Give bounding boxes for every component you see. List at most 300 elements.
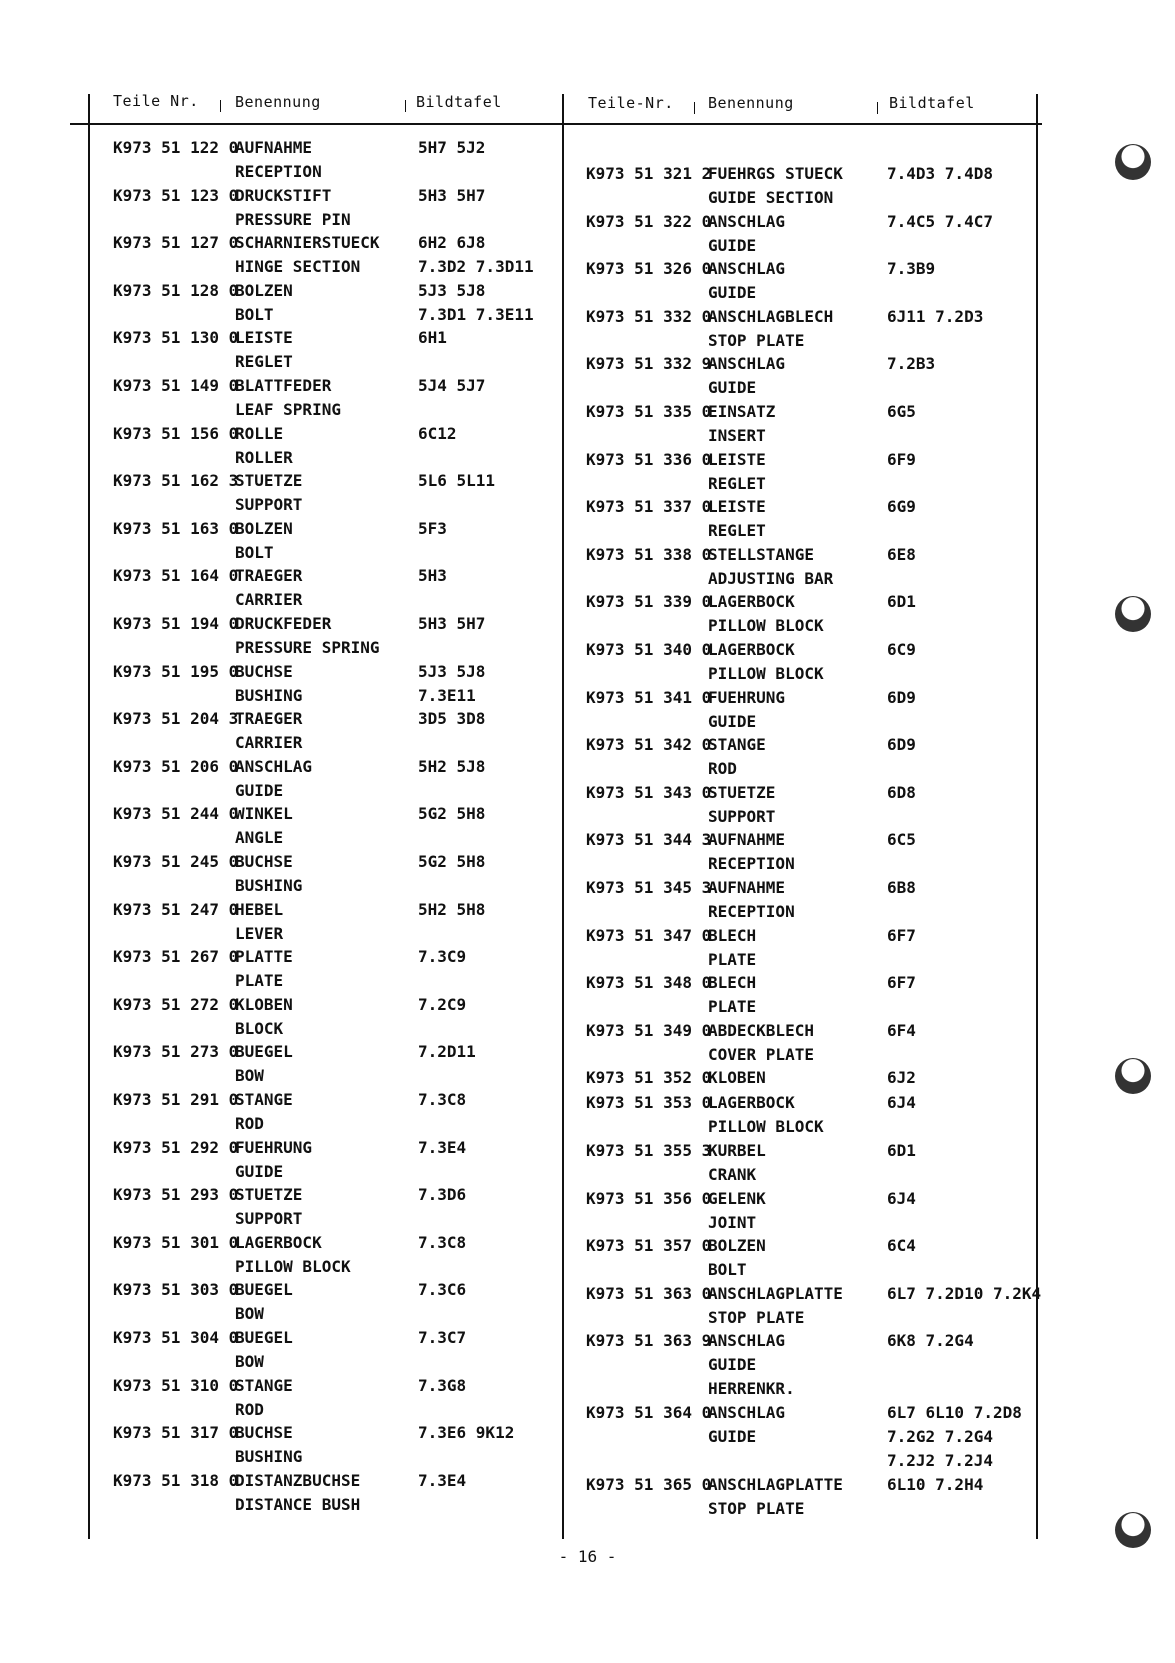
plate-reference-line: 6J4 bbox=[887, 1093, 916, 1113]
part-number: K973 51 352 0 bbox=[586, 1068, 712, 1088]
part-name-german: FUEHRGS STUECK bbox=[708, 164, 843, 183]
plate-reference-line: 6D8 bbox=[887, 782, 916, 802]
plate-reference-line: 6D1 bbox=[887, 1141, 916, 1160]
plate-reference bbox=[418, 566, 447, 590]
plate-reference bbox=[887, 1093, 916, 1117]
part-number: K973 51 322 0 bbox=[586, 211, 712, 231]
plate-reference bbox=[887, 973, 916, 997]
part-name-english: PLATE bbox=[708, 997, 757, 1017]
part-name-german: STANGE bbox=[708, 735, 766, 755]
plate-reference bbox=[418, 662, 485, 710]
part-number: K973 51 347 0 bbox=[586, 925, 712, 945]
plate-reference bbox=[418, 757, 485, 781]
plate-reference bbox=[418, 328, 447, 352]
header-tick bbox=[694, 102, 695, 114]
part-name-german: KLOBEN bbox=[708, 1068, 766, 1088]
part-name-english: CARRIER bbox=[235, 590, 303, 610]
part-name-english: REGLET bbox=[235, 352, 293, 372]
part-number: K973 51 338 0 bbox=[586, 544, 712, 564]
plate-reference-line: 5L6 5L11 bbox=[418, 471, 496, 491]
part-name-english: BUSHING bbox=[235, 685, 303, 705]
part-name-german: DISTANZBUCHSE bbox=[235, 1470, 361, 1490]
part-name-german: ANSCHLAG bbox=[708, 211, 786, 231]
part-number: K973 51 130 0 bbox=[113, 328, 239, 348]
part-name-english: PLATE bbox=[235, 971, 284, 991]
left-frame-line bbox=[88, 94, 90, 1539]
plate-reference bbox=[887, 830, 916, 854]
part-name-english: BUSHING bbox=[235, 876, 303, 895]
part-name-english: REGLET bbox=[708, 521, 766, 541]
part-number: K973 51 304 0 bbox=[113, 1328, 239, 1347]
plate-reference bbox=[418, 138, 485, 162]
plate-reference-line: 3D5 3D8 bbox=[418, 709, 486, 729]
plate-reference bbox=[887, 1475, 983, 1499]
part-name-german: ROLLE bbox=[235, 423, 284, 443]
plate-reference bbox=[887, 1403, 1022, 1475]
part-number: K973 51 291 0 bbox=[113, 1090, 239, 1109]
part-name-english: BOLT bbox=[708, 1260, 747, 1280]
part-name-german: BUEGEL bbox=[235, 1042, 293, 1062]
plate-reference bbox=[418, 1090, 466, 1114]
part-number: K973 51 303 0 bbox=[113, 1280, 239, 1300]
page-number: - 16 - bbox=[558, 1547, 617, 1566]
part-number: K973 51 355 3 bbox=[586, 1141, 712, 1160]
part-name-english: DISTANCE BUSH bbox=[235, 1494, 361, 1514]
plate-reference bbox=[418, 1376, 466, 1400]
plate-reference bbox=[418, 1328, 466, 1352]
plate-reference-line: 6H2 6J8 bbox=[418, 233, 486, 253]
plate-reference bbox=[887, 1284, 1041, 1308]
header-tick bbox=[877, 102, 878, 114]
part-number: K973 51 162 3 bbox=[113, 471, 239, 491]
part-number: K973 51 149 0 bbox=[113, 376, 239, 395]
part-name-german: BOLZEN bbox=[708, 1236, 766, 1256]
part-number: K973 51 337 0 bbox=[586, 497, 712, 517]
plate-reference-line: 5H2 5H8 bbox=[418, 899, 486, 919]
part-name-english: INSERT bbox=[708, 426, 766, 445]
part-name-english: STOP PLATE bbox=[708, 1498, 805, 1518]
plate-reference-line: 5J3 5J8 bbox=[418, 661, 486, 681]
plate-reference bbox=[887, 450, 916, 474]
plate-reference bbox=[887, 1236, 916, 1260]
part-name-english: STOP PLATE bbox=[708, 1307, 805, 1327]
part-name-german: FUEHRUNG bbox=[708, 687, 786, 707]
plate-reference-line: 7.3D1 7.3E11 bbox=[418, 304, 534, 324]
part-number: K973 51 318 0 bbox=[113, 1470, 239, 1490]
part-name-english: RECEPTION bbox=[708, 902, 795, 921]
part-name-german: KURBEL bbox=[708, 1141, 766, 1160]
part-name-german: WINKEL bbox=[235, 804, 293, 824]
plate-reference bbox=[418, 804, 485, 828]
part-name-english: RECEPTION bbox=[235, 162, 322, 181]
part-name-german: AUFNAHME bbox=[708, 878, 786, 897]
plate-reference bbox=[887, 783, 916, 807]
part-name-english: PLATE bbox=[708, 949, 757, 969]
plate-reference-line: 6J11 7.2D3 bbox=[887, 306, 984, 326]
part-number: K973 51 345 3 bbox=[586, 878, 712, 897]
plate-reference bbox=[887, 1331, 974, 1355]
part-number: K973 51 340 0 bbox=[586, 640, 712, 659]
plate-reference bbox=[418, 1423, 514, 1447]
part-number: K973 51 122 0 bbox=[113, 138, 239, 157]
plate-reference-line: 7.3C8 bbox=[418, 1232, 467, 1252]
part-name-german: STELLSTANGE bbox=[708, 544, 814, 564]
plate-reference-line: 6L10 7.2H4 bbox=[887, 1474, 984, 1494]
plate-reference bbox=[887, 1141, 916, 1165]
plate-reference-line: 6F7 bbox=[887, 973, 916, 993]
plate-reference-line: 5H3 bbox=[418, 566, 447, 586]
part-name-english: ANGLE bbox=[235, 828, 284, 848]
plate-reference bbox=[418, 900, 485, 924]
part-name-english: LEVER bbox=[235, 923, 284, 943]
part-number: K973 51 317 0 bbox=[113, 1423, 239, 1443]
part-name-german: PLATTE bbox=[235, 947, 293, 967]
part-number: K973 51 321 2 bbox=[586, 164, 712, 183]
part-number: K973 51 194 0 bbox=[113, 614, 239, 633]
punch-hole-icon bbox=[1115, 1512, 1151, 1548]
plate-reference-line: 6K8 7.2G4 bbox=[887, 1331, 974, 1351]
plate-reference bbox=[887, 926, 916, 950]
plate-reference-line: 7.3C8 bbox=[418, 1090, 467, 1109]
plate-reference bbox=[887, 212, 993, 236]
plate-reference-line: 6J4 bbox=[887, 1188, 916, 1208]
part-number: K973 51 353 0 bbox=[586, 1093, 712, 1113]
part-name-german: STANGE bbox=[235, 1090, 293, 1109]
plate-reference-line: 7.3E4 bbox=[418, 1137, 467, 1157]
part-name-english: BOW bbox=[235, 1066, 264, 1086]
part-name-german: ANSCHLAG bbox=[708, 1403, 786, 1422]
plate-reference-line: 7.2C9 bbox=[418, 994, 467, 1014]
plate-reference-line: 7.2J2 7.2J4 bbox=[887, 1451, 993, 1470]
plate-reference bbox=[887, 259, 935, 283]
plate-reference bbox=[887, 1189, 916, 1213]
plate-reference-line: 6E8 bbox=[887, 544, 916, 564]
part-name-german: ANSCHLAG bbox=[708, 259, 786, 279]
part-name-german: STUETZE bbox=[708, 782, 776, 802]
part-name-english: GUIDE bbox=[235, 1161, 284, 1181]
part-number: K973 51 164 0 bbox=[113, 566, 239, 586]
part-name-english: GUIDE bbox=[708, 1355, 757, 1375]
part-name-english: GUIDE bbox=[708, 283, 757, 303]
plate-reference bbox=[418, 281, 534, 329]
plate-reference bbox=[887, 497, 916, 521]
plate-reference-line: 7.3D2 7.3D11 bbox=[418, 257, 534, 277]
part-name-german: ANSCHLAGBLECH bbox=[708, 306, 834, 326]
plate-reference bbox=[418, 1042, 476, 1066]
part-name-german: TRAEGER bbox=[235, 566, 303, 586]
part-name-german: EINSATZ bbox=[708, 402, 776, 421]
plate-reference-line: 7.2B3 bbox=[887, 354, 936, 374]
part-name-english: CARRIER bbox=[235, 733, 303, 753]
plate-reference-line: 6B8 bbox=[887, 878, 916, 897]
part-name-english: ROD bbox=[235, 1114, 264, 1133]
part-name-english: GUIDE bbox=[708, 235, 757, 255]
part-number: K973 51 267 0 bbox=[113, 947, 239, 967]
plate-reference-line: 6L7 6L10 7.2D8 bbox=[887, 1403, 1022, 1422]
plate-reference bbox=[418, 947, 466, 971]
plate-reference-line: 5J4 5J7 bbox=[418, 376, 486, 395]
part-number: K973 51 204 3 bbox=[113, 709, 239, 729]
header-tick bbox=[220, 100, 221, 112]
plate-reference-line: 6D1 bbox=[887, 592, 916, 612]
part-name-german: STUETZE bbox=[235, 471, 303, 491]
part-name-english: BLOCK bbox=[235, 1018, 284, 1038]
header-right-part-no: Teile-Nr. bbox=[588, 94, 674, 112]
part-number: K973 51 363 9 bbox=[586, 1331, 712, 1351]
part-name-german: LAGERBOCK bbox=[235, 1232, 322, 1252]
plate-reference-line: 5H2 5J8 bbox=[418, 756, 486, 776]
plate-reference bbox=[418, 852, 485, 876]
part-number: K973 51 343 0 bbox=[586, 782, 712, 802]
part-name-german: ANSCHLAGPLATTE bbox=[708, 1283, 843, 1303]
plate-reference-line: 7.3E4 bbox=[418, 1470, 467, 1490]
part-number: K973 51 123 0 bbox=[113, 185, 239, 205]
part-name-english: ADJUSTING BAR bbox=[708, 568, 834, 588]
punch-hole-icon bbox=[1115, 596, 1151, 632]
plate-reference-line: 6F7 bbox=[887, 925, 916, 945]
plate-reference bbox=[418, 1138, 466, 1162]
plate-reference-line: 6F4 bbox=[887, 1020, 916, 1040]
punch-hole-icon bbox=[1115, 144, 1151, 180]
plate-reference bbox=[418, 709, 485, 733]
part-name-english: GUIDE bbox=[708, 711, 757, 731]
plate-reference-line: 6C5 bbox=[887, 830, 916, 850]
plate-reference-line: 7.4C5 7.4C7 bbox=[887, 211, 993, 231]
plate-reference bbox=[887, 592, 916, 616]
part-name-german: LAGERBOCK bbox=[708, 1093, 795, 1113]
part-name-german: BLECH bbox=[708, 925, 757, 945]
plate-reference-line: 6L7 7.2D10 7.2K4 bbox=[887, 1283, 1042, 1303]
plate-reference bbox=[418, 376, 485, 400]
right-frame-line bbox=[1036, 94, 1038, 1539]
plate-reference bbox=[887, 735, 916, 759]
header-rule bbox=[70, 123, 1042, 125]
part-name-english: CRANK bbox=[708, 1165, 757, 1184]
part-name-german: BLECH bbox=[708, 973, 757, 993]
plate-reference-line: 7.4D3 7.4D8 bbox=[887, 164, 993, 183]
part-number: K973 51 127 0 bbox=[113, 233, 239, 253]
part-number: K973 51 244 0 bbox=[113, 804, 239, 824]
plate-reference-line: 5H3 5H7 bbox=[418, 185, 486, 205]
part-name-english: GUIDE bbox=[235, 780, 284, 800]
part-name-german: BUEGEL bbox=[235, 1280, 293, 1300]
plate-reference-line: 6D9 bbox=[887, 687, 916, 707]
part-name-german: DRUCKFEDER bbox=[235, 614, 332, 633]
plate-reference bbox=[887, 688, 916, 712]
plate-reference-line: 7.3C6 bbox=[418, 1280, 467, 1300]
plate-reference-line: 6C9 bbox=[887, 640, 916, 659]
part-number: K973 51 195 0 bbox=[113, 661, 239, 681]
part-name-english: ROD bbox=[235, 1399, 264, 1419]
part-name-english: BUSHING bbox=[235, 1447, 303, 1467]
header-left-plate: Bildtafel bbox=[416, 93, 502, 111]
part-number: K973 51 344 3 bbox=[586, 830, 712, 850]
part-name-german: HEBEL bbox=[235, 899, 284, 919]
part-name-english: SUPPORT bbox=[235, 495, 303, 515]
part-number: K973 51 310 0 bbox=[113, 1375, 239, 1395]
plate-reference bbox=[418, 471, 495, 495]
part-number: K973 51 332 9 bbox=[586, 354, 712, 374]
plate-reference bbox=[887, 545, 916, 569]
plate-reference-line: 7.3D6 bbox=[418, 1185, 467, 1205]
plate-reference bbox=[418, 424, 457, 448]
plate-reference bbox=[887, 354, 935, 378]
part-number: K973 51 357 0 bbox=[586, 1236, 712, 1256]
plate-reference-line: 7.3C9 bbox=[418, 947, 467, 967]
part-name-german: AUFNAHME bbox=[708, 830, 786, 850]
part-number: K973 51 326 0 bbox=[586, 259, 712, 279]
part-number: K973 51 128 0 bbox=[113, 280, 239, 300]
header-left-part-no: Teile Nr. bbox=[113, 92, 199, 110]
part-name-german: ANSCHLAGPLATTE bbox=[708, 1474, 843, 1494]
part-name-english: GUIDE bbox=[708, 378, 757, 398]
part-name-english: SUPPORT bbox=[235, 1209, 303, 1229]
part-number: K973 51 336 0 bbox=[586, 449, 712, 469]
plate-reference-line: 7.3E6 9K12 bbox=[418, 1423, 515, 1443]
part-number: K973 51 348 0 bbox=[586, 973, 712, 993]
part-name-german: TRAEGER bbox=[235, 709, 303, 729]
part-name-note: HERRENKR. bbox=[708, 1379, 795, 1399]
part-number: K973 51 156 0 bbox=[113, 423, 239, 443]
part-name-german: AUFNAHME bbox=[235, 138, 313, 157]
part-name-german: FUEHRUNG bbox=[235, 1137, 313, 1157]
plate-reference-line: 6H1 bbox=[418, 328, 447, 348]
part-name-german: LEISTE bbox=[708, 497, 766, 517]
center-frame-line bbox=[562, 94, 564, 1539]
plate-reference bbox=[887, 402, 916, 426]
plate-reference bbox=[887, 307, 983, 331]
plate-reference bbox=[887, 1021, 916, 1045]
plate-reference bbox=[887, 164, 993, 188]
part-number: K973 51 292 0 bbox=[113, 1137, 239, 1157]
part-number: K973 51 332 0 bbox=[586, 306, 712, 326]
plate-reference bbox=[418, 519, 447, 543]
part-number: K973 51 335 0 bbox=[586, 402, 712, 421]
part-number: K973 51 272 0 bbox=[113, 994, 239, 1014]
header-right-plate: Bildtafel bbox=[889, 94, 975, 112]
part-number: K973 51 364 0 bbox=[586, 1403, 712, 1422]
part-name-german: BLATTFEDER bbox=[235, 376, 332, 395]
part-name-english: LEAF SPRING bbox=[235, 400, 341, 419]
part-number: K973 51 342 0 bbox=[586, 735, 712, 755]
part-name-german: LAGERBOCK bbox=[708, 640, 795, 659]
part-name-german: STUETZE bbox=[235, 1185, 303, 1205]
part-name-english: BOLT bbox=[235, 304, 274, 324]
part-number: K973 51 247 0 bbox=[113, 899, 239, 919]
part-name-english: RECEPTION bbox=[708, 854, 795, 874]
plate-reference-line: 7.2D11 bbox=[418, 1042, 476, 1062]
plate-reference-line: 5H7 5J2 bbox=[418, 138, 486, 157]
part-name-english: PRESSURE SPRING bbox=[235, 638, 380, 657]
part-name-german: BOLZEN bbox=[235, 518, 293, 538]
plate-reference bbox=[418, 614, 485, 638]
part-name-english: BOW bbox=[235, 1304, 264, 1324]
plate-reference-line: 7.3B9 bbox=[887, 259, 936, 279]
part-name-german: LEISTE bbox=[708, 449, 766, 469]
plate-reference-line: 7.3C7 bbox=[418, 1328, 467, 1347]
part-name-german: BUCHSE bbox=[235, 852, 293, 871]
part-number: K973 51 356 0 bbox=[586, 1188, 712, 1208]
part-name-english: REGLET bbox=[708, 473, 766, 493]
part-number: K973 51 273 0 bbox=[113, 1042, 239, 1062]
part-name-english: GUIDE SECTION bbox=[708, 188, 834, 207]
part-name-english: COVER PLATE bbox=[708, 1044, 814, 1064]
part-name-english: STOP PLATE bbox=[708, 330, 805, 350]
part-name-german: KLOBEN bbox=[235, 994, 293, 1014]
plate-reference-line: 6G9 bbox=[887, 497, 916, 517]
plate-reference bbox=[887, 640, 916, 664]
plate-reference-line: 7.2G2 7.2G4 bbox=[887, 1427, 993, 1446]
plate-reference bbox=[418, 995, 466, 1019]
part-name-german: ABDECKBLECH bbox=[708, 1020, 814, 1040]
part-name-english: BOLT bbox=[235, 542, 274, 562]
plate-reference-line: 6J2 bbox=[887, 1068, 916, 1088]
plate-reference-line: 5H3 5H7 bbox=[418, 614, 486, 633]
plate-reference-line: 5F3 bbox=[418, 518, 447, 538]
punch-hole-icon bbox=[1115, 1058, 1151, 1094]
part-number: K973 51 301 0 bbox=[113, 1232, 239, 1252]
plate-reference-line: 6C12 bbox=[418, 423, 457, 443]
part-number: K973 51 245 0 bbox=[113, 852, 239, 871]
part-name-german: BUEGEL bbox=[235, 1328, 293, 1347]
part-number: K973 51 163 0 bbox=[113, 518, 239, 538]
plate-reference-line: 6G5 bbox=[887, 402, 916, 421]
part-name-english: JOINT bbox=[708, 1212, 757, 1232]
part-number: K973 51 349 0 bbox=[586, 1020, 712, 1040]
part-name-english: ROLLER bbox=[235, 447, 293, 467]
plate-reference-line: 5G2 5H8 bbox=[418, 852, 486, 871]
plate-reference bbox=[418, 1280, 466, 1304]
part-name-german: DRUCKSTIFT bbox=[235, 185, 332, 205]
plate-reference bbox=[418, 1471, 466, 1495]
part-name-english: PILLOW BLOCK bbox=[708, 1117, 824, 1137]
part-number: K973 51 365 0 bbox=[586, 1474, 712, 1494]
plate-reference-line: 6F9 bbox=[887, 449, 916, 469]
part-name-english: PILLOW BLOCK bbox=[708, 616, 824, 636]
part-name-german: LAGERBOCK bbox=[708, 592, 795, 612]
plate-reference-line: 7.3G8 bbox=[418, 1375, 467, 1395]
part-name-english: BOW bbox=[235, 1352, 264, 1371]
part-name-german: GELENK bbox=[708, 1188, 766, 1208]
part-name-german: STANGE bbox=[235, 1375, 293, 1395]
part-number: K973 51 339 0 bbox=[586, 592, 712, 612]
plate-reference bbox=[887, 1068, 916, 1092]
part-name-english: ROD bbox=[708, 759, 737, 779]
plate-reference bbox=[418, 186, 485, 210]
part-name-english: SUPPORT bbox=[708, 806, 776, 826]
header-left-name: Benennung bbox=[235, 93, 321, 111]
part-name-german: ANSCHLAG bbox=[708, 354, 786, 374]
plate-reference bbox=[418, 1233, 466, 1257]
part-name-english: HINGE SECTION bbox=[235, 257, 361, 277]
plate-reference-line: 6D9 bbox=[887, 735, 916, 755]
part-name-english: GUIDE bbox=[708, 1427, 757, 1446]
part-number: K973 51 363 0 bbox=[586, 1283, 712, 1303]
part-name-german: BUCHSE bbox=[235, 1423, 293, 1443]
part-name-german: BUCHSE bbox=[235, 661, 293, 681]
part-number: K973 51 341 0 bbox=[586, 687, 712, 707]
header-tick bbox=[405, 100, 406, 112]
plate-reference-line: 6C4 bbox=[887, 1236, 916, 1256]
header-right-name: Benennung bbox=[708, 94, 794, 112]
part-name-german: ANSCHLAG bbox=[235, 756, 313, 776]
part-name-english: PILLOW BLOCK bbox=[235, 1256, 351, 1276]
plate-reference-line: 5G2 5H8 bbox=[418, 804, 486, 824]
part-name-english: PRESSURE PIN bbox=[235, 209, 351, 229]
plate-reference-line: 5J3 5J8 bbox=[418, 280, 486, 300]
part-number: K973 51 206 0 bbox=[113, 756, 239, 776]
part-number: K973 51 293 0 bbox=[113, 1185, 239, 1205]
